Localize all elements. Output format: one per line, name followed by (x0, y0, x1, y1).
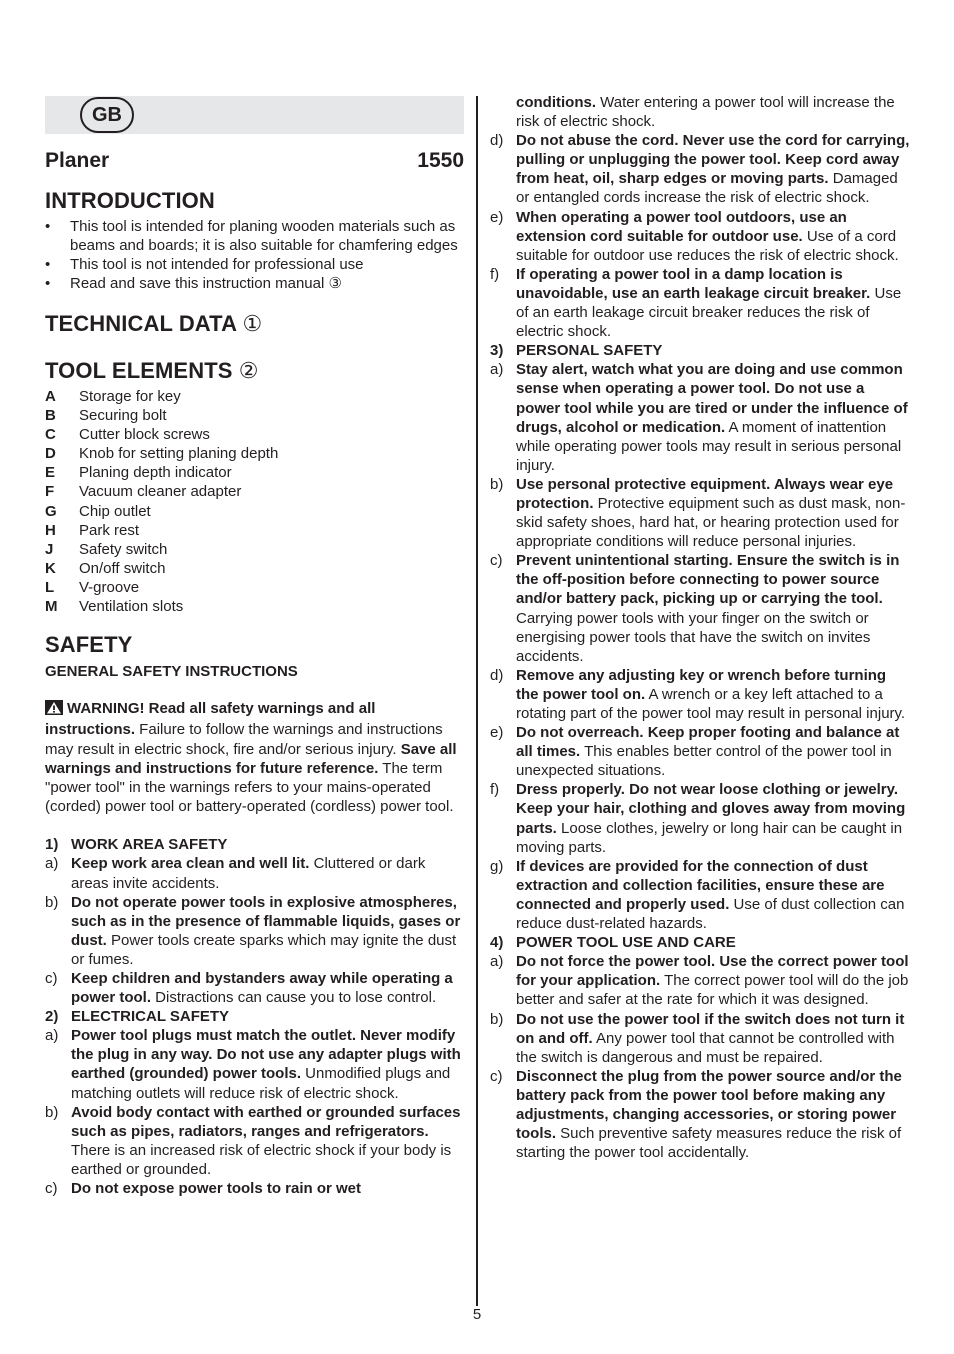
list-item: b) Do not use the power tool if the switch does not turn it on and off. Any power tool that cannot be controlled with the switch is dangerous and must be repaired. (490, 1010, 905, 1066)
warning-triangle-icon (45, 700, 63, 720)
product-name: Planer (45, 149, 110, 172)
column-divider (476, 96, 478, 1306)
list-item: A Storage for key (45, 388, 181, 405)
list-item: b) Do not operate power tools in explosive atmospheres, such as in the presence of flammable liquids, gases or dust. Power tools create sparks which may ignite the dust or fumes. (45, 893, 461, 968)
list-item: a) Power tool plugs must match the outlet. Never modify the plug in any way. Do not use any adapter plugs with earthed (grounded) power tools. Unmodified plugs and matching outlets will reduce risk of electric shock. (45, 1027, 461, 1102)
list-item: b) Avoid body contact with earthed or grounded surfaces such as pipes, radiators, ranges and refrigerators. There is an increased risk of electric shock if your body is earthed or grounded. (45, 1103, 461, 1178)
list-item: c) Do not expose power tools to rain or wet (45, 1180, 362, 1198)
technical-data-heading: TECHNICAL DATA ① (45, 311, 263, 336)
list-item: b) Use personal protective equipment. Always wear eye protection. Protective equipment such as dust mask, non-skid safety shoes, hard hat, or hearing protection used for appropriate conditions will reduce personal injuries. (490, 475, 906, 551)
language-badge: GB (80, 97, 134, 133)
left-column (45, 96, 464, 1198)
right-column (490, 93, 910, 1162)
title-row (45, 148, 464, 174)
section-heading: 4) POWER TOOL USE AND CARE (490, 934, 736, 952)
language-bar (45, 96, 464, 134)
list-item: a) Do not force the power tool. Use the correct power tool for your application. The correct power tool will do the job better and safer at the rate for which it was designed. (490, 953, 909, 1009)
list-item: M Ventilation slots (45, 598, 184, 616)
figure-ref: ② (238, 358, 259, 383)
model-number: 1550 (417, 149, 464, 172)
list-item: F Vacuum cleaner adapter (45, 483, 242, 501)
list-item: d) Do not abuse the cord. Never use the cord for carrying, pulling or unplugging the power tool. Keep cord away from heat, oil, sharp edges or moving parts. Damaged or entangled cords increase the risk of electric shock. (490, 132, 910, 207)
warning-paragraph: WARNING! Read all safety warnings and all instructions. Failure to follow the warnings and instructions may result in electric shock, fire and/or serious injury. Save all warnings and instructions for future reference. The term "power tool" in the warnings refers to your mains-operated (corded) power tool or battery-operated (cordless) power tool. (45, 700, 457, 816)
list-item: f) Dress properly. Do not wear loose clothing or jewelry. Keep your hair, clothing and gloves away from moving parts. Loose clothes, jewelry or long hair can be caught in moving parts. (490, 781, 906, 856)
section-heading: 3) PERSONAL SAFETY (490, 342, 663, 360)
list-item: J Safety switch (45, 540, 168, 558)
list-item: a) Keep work area clean and well lit. Cluttered or dark areas invite accidents. (45, 855, 426, 892)
list-item: e) Do not overreach. Keep proper footing and balance at all times. This enables better control of the power tool in unexpected situations. (490, 724, 900, 780)
list-item: c) Keep children and bystanders away while operating a power tool. Distractions can cause you to lose control. (45, 970, 453, 1007)
figure-ref: ① (242, 311, 263, 336)
work-area-section (45, 835, 464, 1198)
section-heading: 2) ELECTRICAL SAFETY (45, 1008, 230, 1026)
list-item: • This tool is not intended for professional use (45, 256, 364, 273)
list-item: c) Prevent unintentional starting. Ensure the switch is in the off-position before connecting to power source and/or battery pack, picking up or carrying the tool. Carrying power tools with your finger on the switch or energising power tools that have the switch on invites accidents. (490, 552, 900, 665)
list-item: • This tool is intended for planing wooden materials such as beams and boards; it is also suitable for chamfering edges (45, 218, 458, 254)
page-number: 5 (472, 1306, 482, 1323)
list-item: d) Remove any adjusting key or wrench before turning the power tool on. A wrench or a key left attached to a rotating part of the power tool may result in personal injury. (490, 666, 906, 722)
list-item: C Cutter block screws (45, 426, 210, 444)
list-item: a) Stay alert, watch what you are doing and use common sense when operating a power tool. Do not use a power tool while you are tired or under the influence of drugs, alcohol or medication. A moment of inattention while operating power tools may result in serious personal injury. (490, 361, 908, 474)
list-item: L V-groove (45, 578, 140, 596)
list-item: G Chip outlet (45, 502, 151, 520)
list-item: E Planing depth indicator (45, 464, 232, 482)
list-item: • Read and save this instruction manual ③ (45, 275, 342, 292)
list-item: g) If devices are provided for the connection of dust extraction and collection facilities, ensure these are connected and properly used. Use of dust collection can reduce dust-related hazards. (490, 857, 905, 933)
list-item: B Securing bolt (45, 407, 167, 425)
list-item: e) When operating a power tool outdoors, use an extension cord suitable for outdoor use. Use of a cord suitable for outdoor use reduces the risk of electric shock. (490, 208, 899, 264)
tool-elements-list (45, 387, 464, 616)
tool-elements-heading: TOOL ELEMENTS ② (45, 358, 259, 383)
safety-heading: SAFETY (45, 632, 133, 658)
introduction-heading: INTRODUCTION (45, 188, 215, 213)
list-item: K On/off switch (45, 559, 166, 577)
list-item-continued: conditions. Water entering a power tool will increase the risk of electric shock. (516, 94, 895, 131)
general-safety-subheading: GENERAL SAFETY INSTRUCTIONS (45, 663, 298, 681)
list-item: D Knob for setting planing depth (45, 445, 279, 463)
list-item: H Park rest (45, 521, 140, 539)
intro-bullets (45, 217, 464, 293)
section-heading: 1) WORK AREA SAFETY (45, 836, 228, 854)
list-item: c) Disconnect the plug from the power source and/or the battery pack from the power tool before making any adjustments, changing accessories, or storing power tools. Such preventive safety measures reduce the risk of starting the power tool accidentally. (490, 1067, 902, 1162)
list-item: f) If operating a power tool in a damp location is unavoidable, use an earth leakage circuit breaker. Use of an earth leakage circuit breaker reduces the risk of electric shock. (490, 265, 902, 341)
